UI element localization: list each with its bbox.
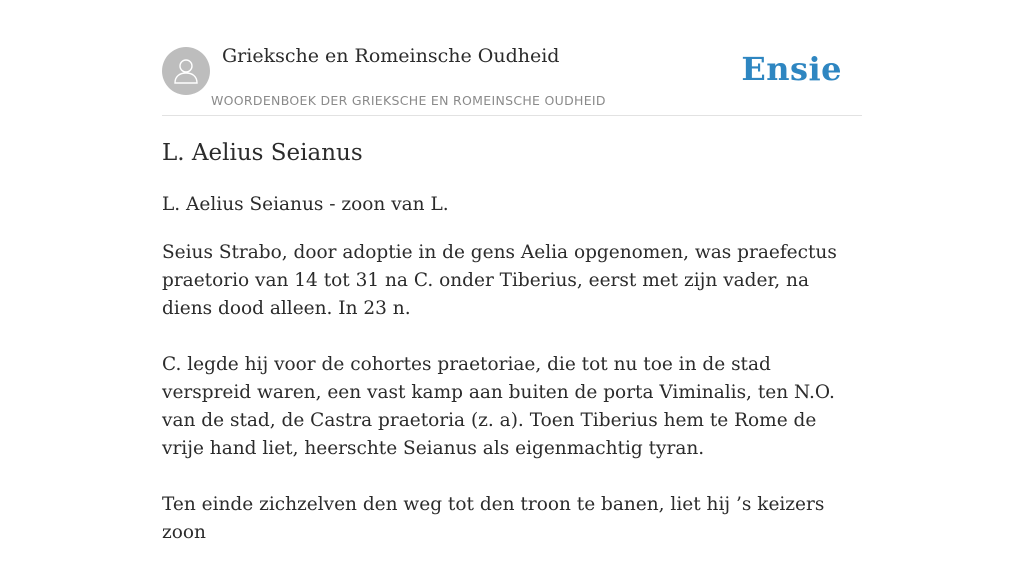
avatar[interactable] bbox=[162, 47, 210, 95]
source-title[interactable]: Grieksche en Romeinsche Oudheid bbox=[222, 45, 560, 67]
entry-paragraph: C. legde hij voor de cohortes praetoriae, die tot nu toe in de stad verspreid waren, een vast kamp aan buiten de porta Viminalis, ten N.O. van de stad, de Castra praetoria (z. a). Toen Tiberius hem te Rome de vrije hand liet, heerschte Seianus als eigenmachtig tyran. bbox=[162, 354, 835, 459]
ensie-logo[interactable]: Ensie bbox=[741, 50, 842, 88]
source-subtitle: WOORDENBOEK DER GRIEKSCHE EN ROMEINSCHE OUDHEID bbox=[211, 93, 606, 108]
entry-lead: L. Aelius Seianus - zoon van L. bbox=[162, 194, 449, 215]
entry-title: L. Aelius Seianus bbox=[162, 140, 363, 166]
source-header bbox=[162, 0, 862, 116]
entry-paragraph: Ten einde zichzelven den weg tot den troon te banen, liet hij ’s keizers zoon bbox=[162, 494, 825, 543]
entry-paragraph: Seius Strabo, door adoptie in de gens Aelia opgenomen, was praefectus praetorio van 14 tot 31 na C. onder Tiberius, eerst met zijn vader, na diens dood alleen. In 23 n. bbox=[162, 242, 837, 319]
entry-body bbox=[162, 239, 862, 575]
content-container bbox=[162, 0, 862, 543]
user-icon bbox=[171, 56, 201, 86]
